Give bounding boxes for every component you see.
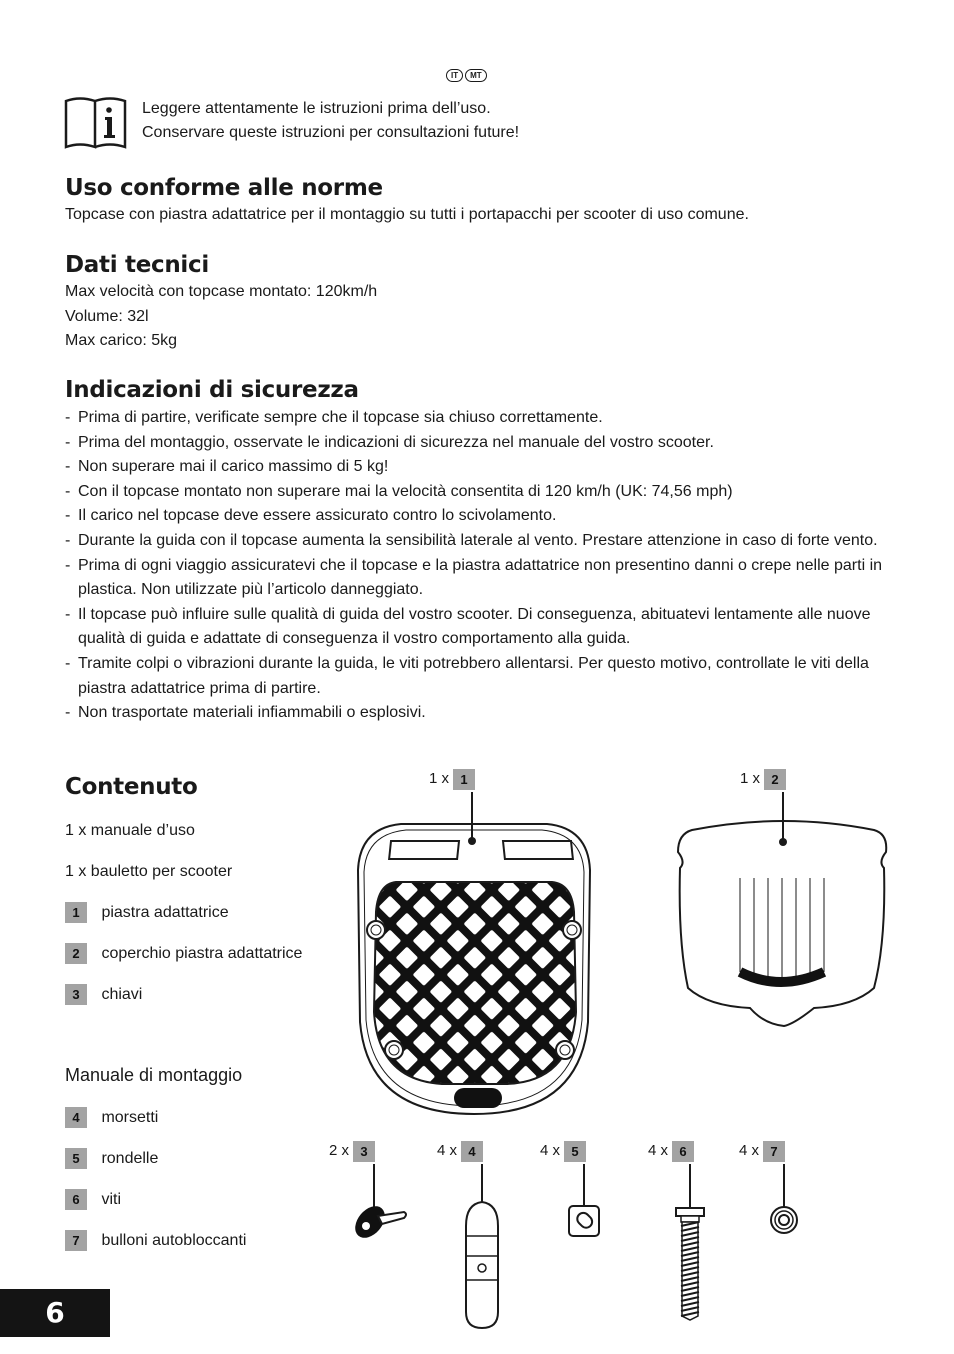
- list-item: - Tramite colpi o vibrazioni durante la guida, le viti potrebbero allentarsi. Per questo motivo, controllate le viti della piastra adattatrice prima di partire.: [65, 652, 890, 701]
- figure-number: 2: [764, 769, 786, 790]
- figure-label-3: [329, 1140, 375, 1162]
- manual-item: [65, 1107, 158, 1128]
- item-number: 6: [65, 1189, 87, 1210]
- list-item: - Non trasportate materiali infiammabili o esplosivi.: [65, 701, 890, 726]
- item-label: viti: [101, 1191, 122, 1208]
- plate-cover-illustration: [674, 822, 892, 1028]
- contenuto-item: [65, 984, 142, 1005]
- figure-qty: 1 x: [429, 770, 450, 787]
- dati-line: Max carico: 5kg: [65, 332, 178, 350]
- item-number: 7: [65, 1230, 87, 1251]
- figure-label-7: [739, 1140, 785, 1162]
- item-number: 3: [65, 984, 87, 1005]
- contenuto-item: [65, 902, 229, 923]
- figure-number: 3: [353, 1141, 375, 1162]
- figure-qty: 2 x: [329, 1142, 350, 1159]
- manual-title: Manuale di montaggio: [65, 1065, 243, 1085]
- list-item: - Non superare mai il carico massimo di 5 kg!: [65, 455, 890, 480]
- figure-label-6: [648, 1140, 694, 1162]
- uso-text: Topcase con piastra adattatrice per il montaggio su tutti i portapacchi per scooter di uso comune.: [65, 206, 749, 223]
- item-label: coperchio piastra adattatrice: [101, 945, 303, 962]
- figure-qty: 4 x: [437, 1142, 458, 1159]
- sicurezza-title: Indicazioni di sicurezza: [65, 377, 359, 403]
- dati-line: Max velocità con topcase montato: 120km/h: [65, 283, 378, 300]
- contenuto-title: Contenuto: [65, 774, 198, 800]
- info-book-icon: [64, 97, 128, 149]
- item-number: 4: [65, 1107, 87, 1128]
- item-label: morsetti: [101, 1109, 159, 1126]
- list-item: - Prima di ogni viaggio assicuratevi che il topcase e la piastra adattatrice non presentino danni o crepe nelle parti in plastica. Non utilizzate più l’articolo danneggiato.: [65, 554, 890, 603]
- contenuto-line-1: 1 x manuale d’uso: [65, 822, 195, 839]
- list-item: - Prima del montaggio, osservate le indicazioni di sicurezza nel manuale del vostro scooter.: [65, 431, 890, 456]
- figure-qty: 1 x: [740, 770, 761, 787]
- key-icon: [352, 1160, 412, 1246]
- item-label: bulloni autobloccanti: [101, 1232, 247, 1249]
- sicurezza-list: [65, 406, 890, 726]
- figure-number: 4: [461, 1141, 483, 1162]
- intro-text: [142, 97, 519, 145]
- uso-title: Uso conforme alle norme: [65, 175, 383, 201]
- washer-icon: [566, 1160, 602, 1240]
- intro-line-1: Leggere attentamente le istruzioni prima dell’uso.: [142, 100, 491, 117]
- item-label: chiavi: [101, 986, 143, 1003]
- lock-nut-icon: [766, 1160, 802, 1236]
- page-number: 6: [0, 1289, 110, 1337]
- contenuto-item: [65, 943, 302, 964]
- item-number: 5: [65, 1148, 87, 1169]
- intro-line-2: Conservare queste istruzioni per consultazioni future!: [142, 124, 520, 141]
- figure-qty: 4 x: [540, 1142, 561, 1159]
- figure-label-1: [429, 768, 475, 790]
- figure-qty: 4 x: [648, 1142, 669, 1159]
- figure-label-4: [437, 1140, 483, 1162]
- list-item: - Durante la guida con il topcase aumenta la sensibilità laterale al vento. Prestare attenzione in caso di forte vento.: [65, 529, 890, 554]
- manual-item: [65, 1148, 158, 1169]
- figure-label-2: [740, 768, 786, 790]
- dati-title: Dati tecnici: [65, 252, 209, 278]
- screw-icon: [672, 1160, 708, 1324]
- item-number: 2: [65, 943, 87, 964]
- language-badges: [445, 65, 488, 83]
- manual-item: [65, 1230, 246, 1251]
- figure-number: 5: [564, 1141, 586, 1162]
- dati-line: Volume: 32l: [65, 307, 149, 325]
- figure-number: 1: [453, 769, 475, 790]
- clamp-icon: [462, 1160, 502, 1332]
- item-number: 1: [65, 902, 87, 923]
- item-label: piastra adattatrice: [101, 904, 229, 921]
- list-item: - Il carico nel topcase deve essere assicurato contro lo scivolamento.: [65, 504, 890, 529]
- language-badge-mt: MT: [465, 69, 487, 82]
- list-item: - Prima di partire, verificate sempre che il topcase sia chiuso correttamente.: [65, 406, 890, 431]
- manual-item: [65, 1189, 121, 1210]
- figure-label-5: [540, 1140, 586, 1162]
- item-label: rondelle: [101, 1150, 159, 1167]
- list-item: - Il topcase può influire sulle qualità di guida del vostro scooter. Di conseguenza, abituatevi lentamente alle nuove qualità di guida e adattate di conseguenza il vostro comportamento alla guida.: [65, 603, 890, 652]
- contenuto-line-2: 1 x bauletto per scooter: [65, 863, 233, 880]
- adapter-plate-illustration: [356, 822, 592, 1116]
- list-item: - Con il topcase montato non superare mai la velocità consentita di 120 km/h (UK: 74,56 mph): [65, 480, 890, 505]
- figure-number: 7: [763, 1141, 785, 1162]
- language-badge-it: IT: [446, 69, 463, 82]
- figure-number: 6: [672, 1141, 694, 1162]
- dati-lines: [65, 280, 377, 354]
- figure-qty: 4 x: [739, 1142, 760, 1159]
